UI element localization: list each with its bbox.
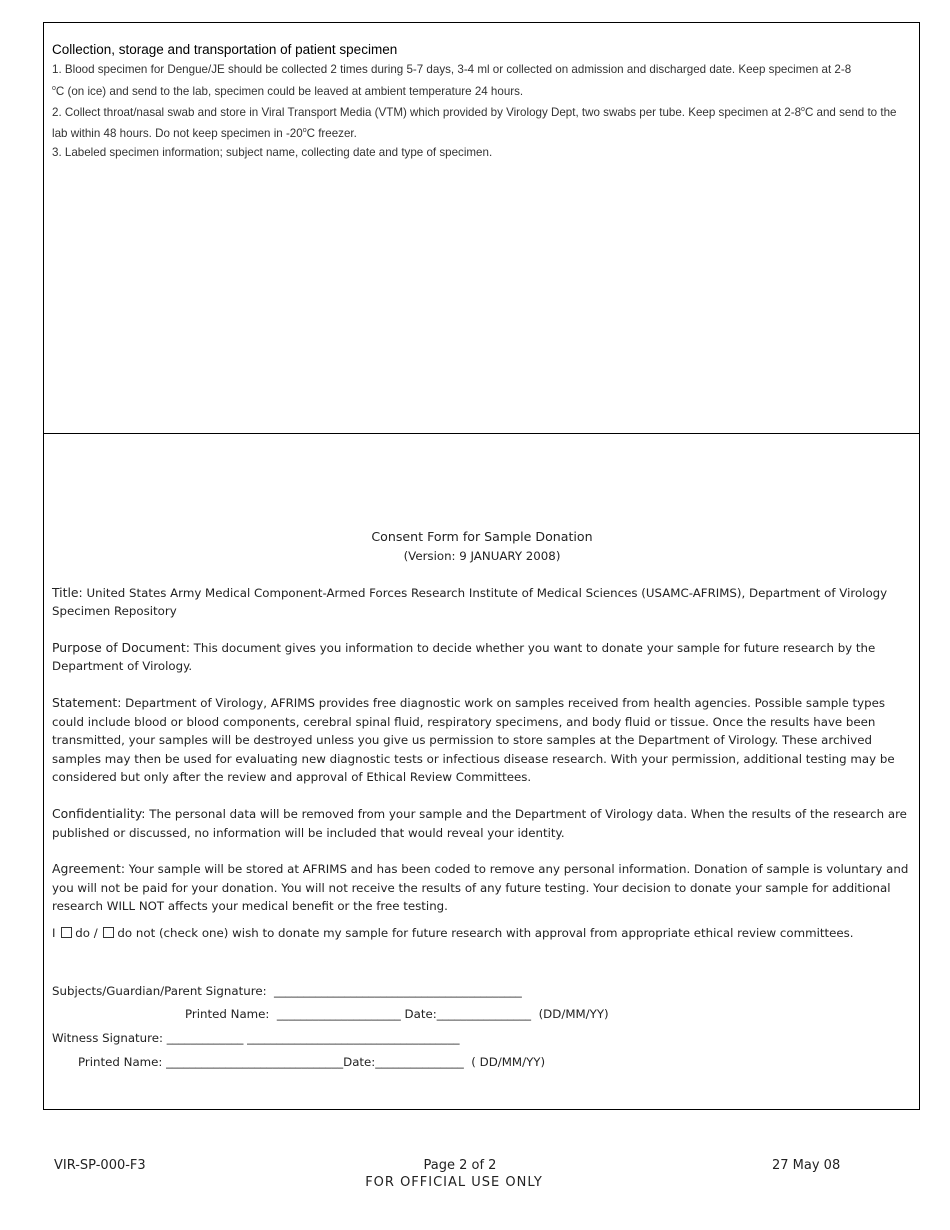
choice-pronoun: I	[52, 925, 56, 940]
witness-signature-line[interactable]: Witness Signature: _____________ ____________________________________	[52, 1031, 460, 1045]
title-paragraph	[52, 584, 912, 621]
do-option-label: do /	[75, 925, 98, 940]
purpose-paragraph	[52, 639, 912, 676]
degree-mark: o	[801, 105, 805, 113]
statement-text: Department of Virology, AFRIMS provides free diagnostic work on samples received from health agencies. Possible sample types could include blood or blood components, cerebral spinal fluid, respiratory specimens, and body fluid or tissue. Once the results have been transmitted, your samples will be destroyed unless you give us permission to store samples at the Department of Virology. These archived samples may then be used for evaluating new diagnostic tests or infectious disease research. With your permission, additional testing may be considered but only after the review and approval of Ethical Review Committees.	[52, 695, 895, 785]
title-label: Title:	[52, 584, 83, 600]
instruction-text: 1. Blood specimen for Dengue/JE should be collected 2 times during 5-7 days, 3-4 ml or collected on admission and discharged date. Keep specimen at 2-8	[52, 63, 852, 76]
instruction-item-2	[52, 101, 914, 144]
agreement-text: Your sample will be stored at AFRIMS and has been coded to remove any personal information. Donation of sample is voluntary and you will not be paid for your donation. You will not receive the results of any future testing. Your decision to donate your sample for additional research WILL NOT affects your medical benefit or the free testing.	[52, 862, 909, 914]
instruction-item-1	[52, 61, 914, 101]
instruction-text: C freezer.	[306, 127, 357, 141]
purpose-label: Purpose of Document:	[52, 639, 190, 655]
document-id: VIR-SP-000-F3	[54, 1158, 146, 1173]
do-not-option-label: do not (check one) wish to donate my sample for future research with approval from appropriate ethical review committees.	[117, 925, 854, 940]
title-text: United States Army Medical Component-Armed Forces Research Institute of Medical Sciences (USAMC-AFRIMS), Department of Virology Specimen Repository	[52, 585, 888, 619]
section-heading: Collection, storage and transportation of patient specimen	[52, 42, 398, 57]
confidentiality-label: Confidentiality:	[52, 805, 146, 821]
subject-signature-line[interactable]: Subjects/Guardian/Parent Signature: __________________________________________	[52, 984, 522, 998]
confidentiality-paragraph	[52, 805, 912, 842]
consent-version: (Version: 9 JANUARY 2008)	[403, 549, 561, 563]
degree-mark: o	[302, 127, 307, 135]
agreement-paragraph	[52, 860, 912, 916]
instruction-item-3: 3. Labeled specimen information; subject name, collecting date and type of specimen.	[52, 145, 493, 159]
degree-mark: o	[52, 84, 56, 92]
statement-paragraph	[52, 694, 912, 787]
do-not-checkbox[interactable]	[103, 927, 114, 938]
revision-date: 27 May 08	[772, 1158, 841, 1173]
do-checkbox[interactable]	[61, 927, 72, 938]
instruction-text: 2. Collect throat/nasal swab and store in Viral Transport Media (VTM) which provided by Virology Dept, two swabs per tube. Keep specimen at 2-8	[52, 105, 802, 119]
confidentiality-text: The personal data will be removed from your sample and the Department of Virology data. When the results of the research are published or discussed, no information will be included that would reveal your identity.	[52, 806, 907, 840]
subject-printed-name-line[interactable]: Printed Name: _____________________ Date:________________ (DD/MM/YY)	[185, 1007, 609, 1021]
instruction-text: C (on ice) and send to the lab, specimen could be leaved at ambient temperature 24 hours.	[55, 84, 524, 98]
consent-title: Consent Form for Sample Donation	[371, 529, 593, 544]
witness-printed-name-line[interactable]: Printed Name: ______________________________Date:_______________ ( DD/MM/YY)	[78, 1055, 546, 1069]
page-number: Page 2 of 2	[423, 1158, 497, 1173]
purpose-text: This document gives you information to decide whether you want to donate your sample for future research by the Department of Virology.	[52, 640, 876, 674]
statement-label: Statement:	[52, 694, 122, 710]
specimen-instructions	[52, 42, 914, 162]
instruction-text: C and send to the lab within 48 hours. Do not keep specimen in -20	[52, 105, 897, 141]
classification-label: FOR OFFICIAL USE ONLY	[365, 1175, 543, 1190]
consent-form	[52, 527, 912, 961]
agreement-label: Agreement:	[52, 861, 125, 877]
donation-choice	[52, 924, 912, 943]
